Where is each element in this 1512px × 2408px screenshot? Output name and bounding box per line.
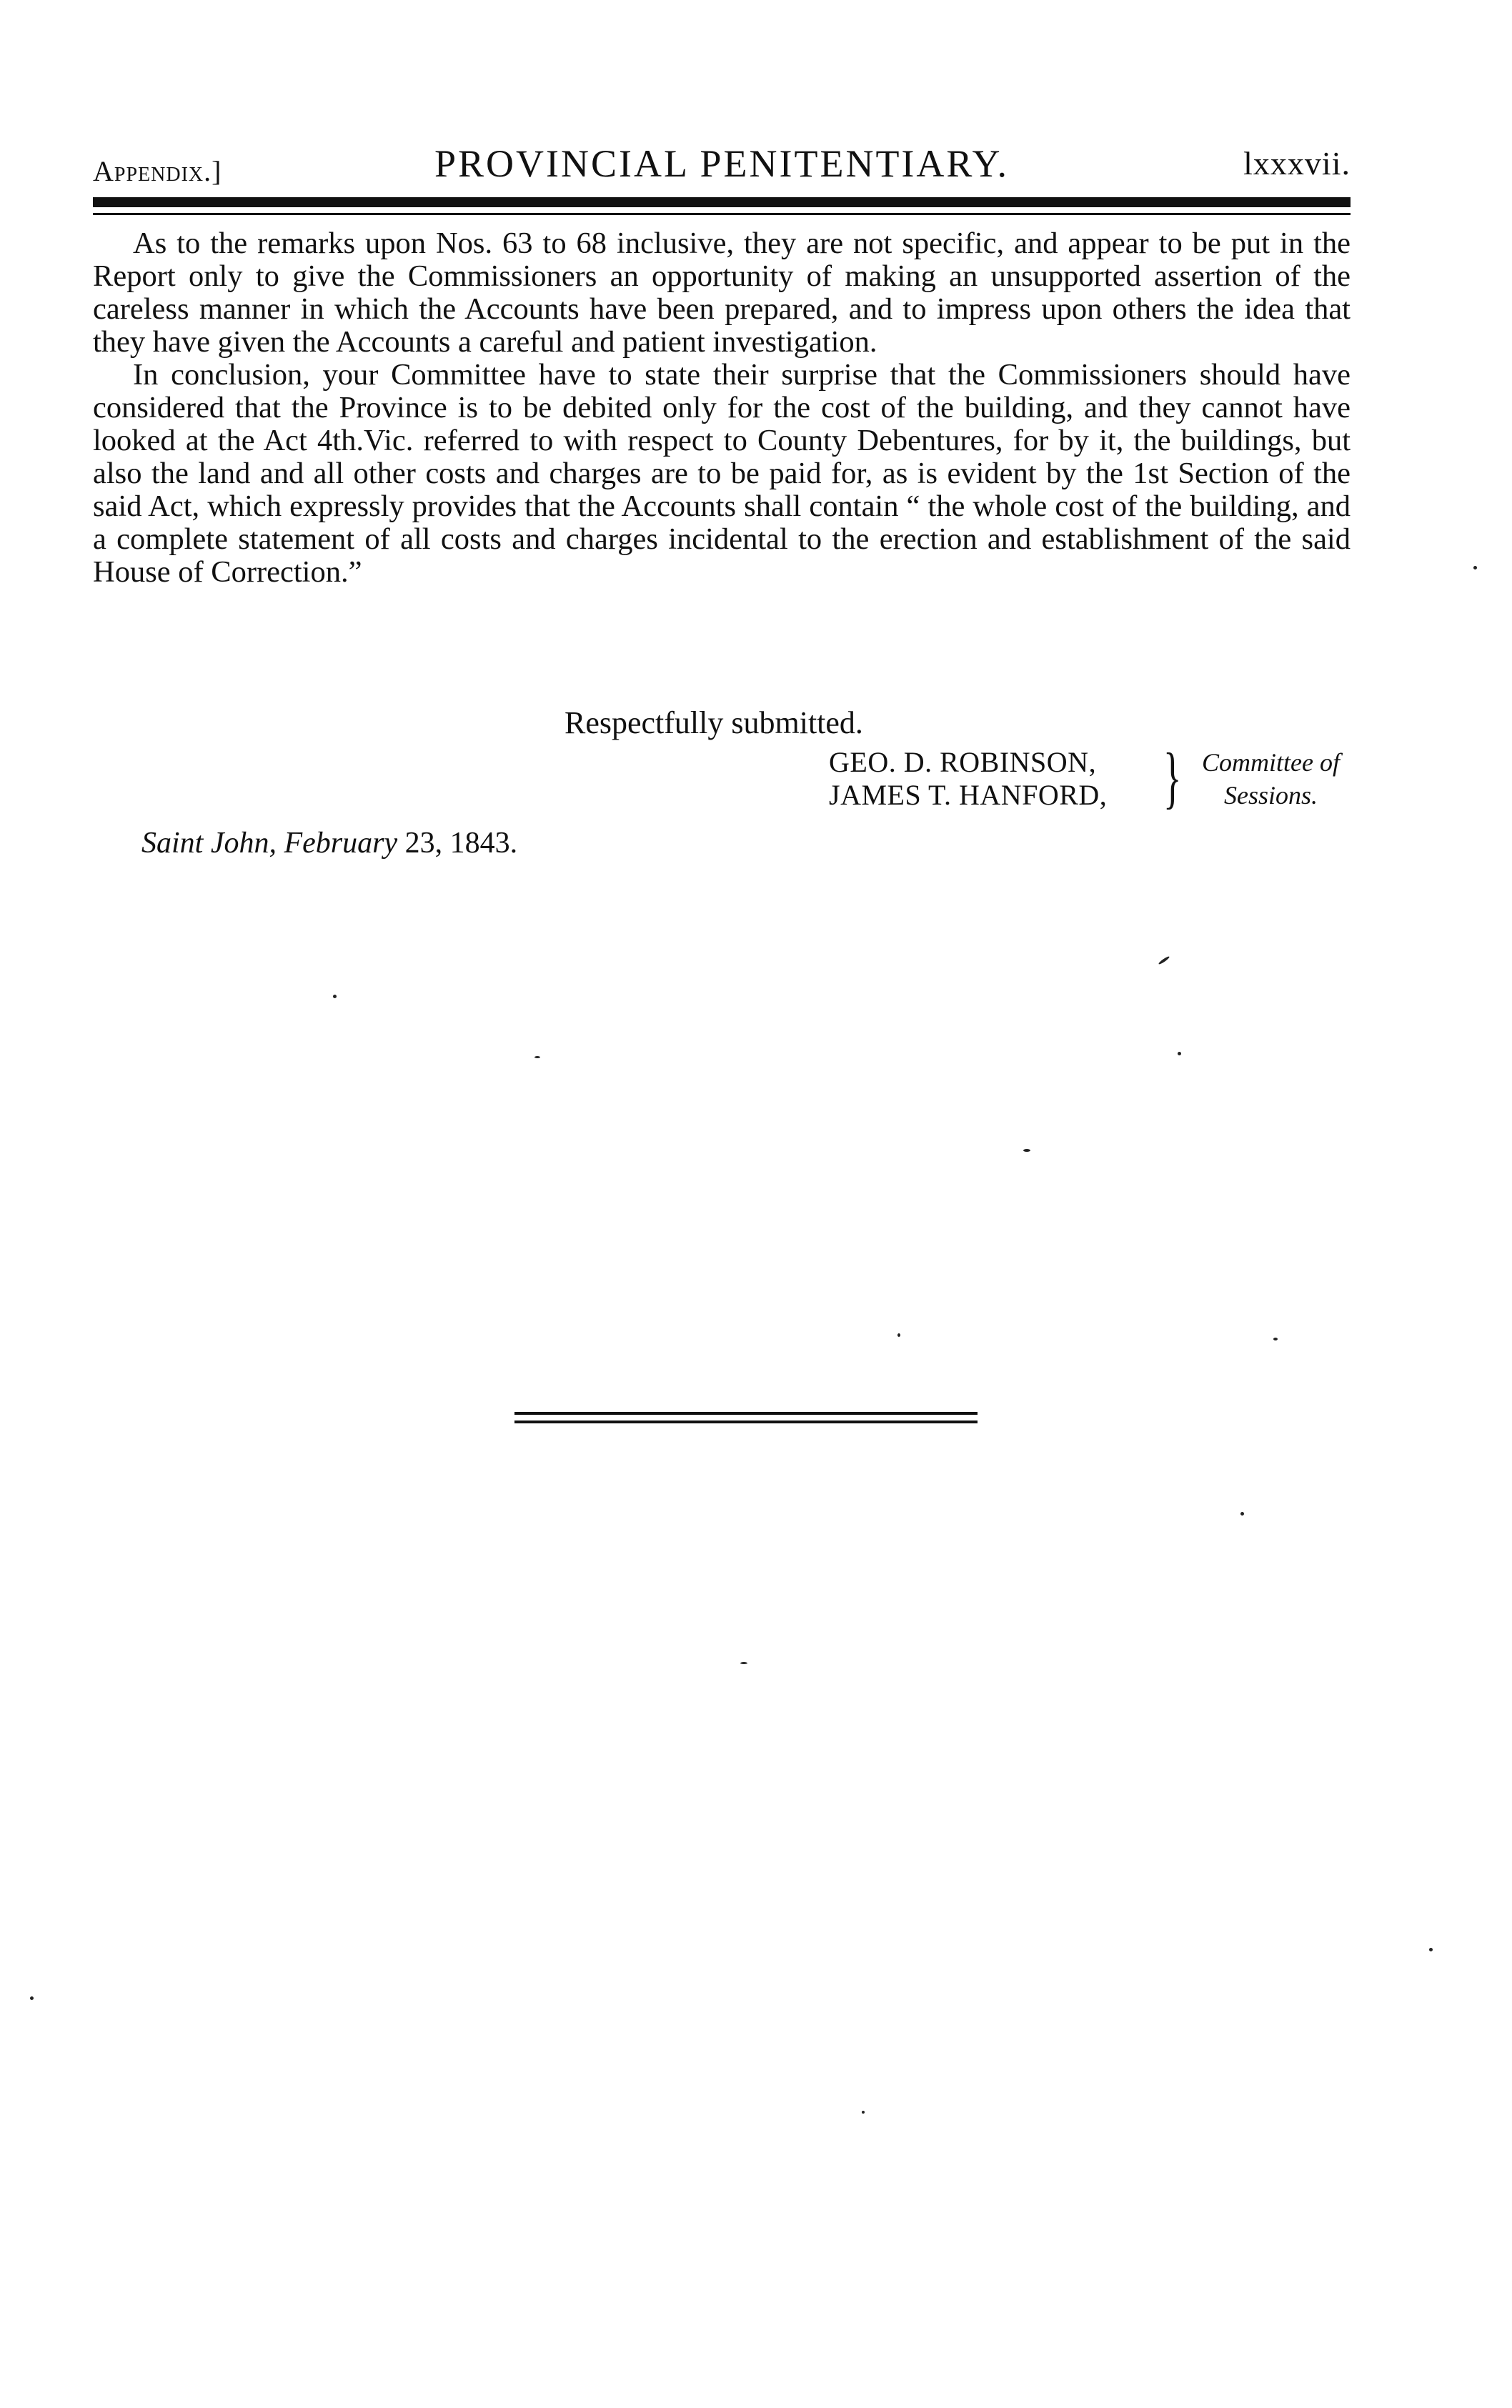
- signatories: [829, 746, 1107, 812]
- brace-icon: }: [1163, 739, 1182, 815]
- paragraph-conclusion: In conclusion, your Committee have to state their surprise that the Commissioners should have considered that the Province is to be debited only for the cost of the building, and they cannot have looked at the Act 4th.Vic. referred to with respect to County Debentures, for by it, the buildings, but also the land and all other costs and charges are to be paid for, as is evident by the 1st Section of the said Act, which expressly provides that the Accounts shall contain “ the whole cost of the building, and a complete statement of all costs and charges incidental to the erection and establishment of the said House of Correction.”: [93, 358, 1351, 589]
- scan-speck: [1178, 1052, 1181, 1055]
- scan-speck: [1158, 955, 1170, 965]
- scan-speck: [1473, 566, 1477, 569]
- scan-speck: [534, 1056, 540, 1058]
- header-page-number: lxxxvii.: [1243, 145, 1351, 181]
- scan-speck: [1240, 1512, 1244, 1516]
- scan-speck: [30, 1996, 34, 2000]
- committee-label: [1202, 746, 1340, 812]
- signoff: Respectfully submitted.: [564, 705, 863, 740]
- committee-line-1: Committee of: [1202, 748, 1340, 777]
- header-appendix-label: Appendix.]: [93, 155, 222, 187]
- closing-rule-top: [514, 1412, 978, 1415]
- header-running-title: PROVINCIAL PENITENTIARY.: [434, 142, 1009, 185]
- scan-speck: [1429, 1948, 1433, 1951]
- page-header: [93, 136, 1351, 193]
- header-rule-thin: [93, 213, 1351, 215]
- header-rule-thick: [93, 197, 1351, 207]
- signatory-hanford: JAMES T. HANFORD,: [829, 779, 1108, 811]
- scan-speck: [1023, 1149, 1030, 1152]
- scan-speck: [1273, 1338, 1278, 1340]
- dateline: [141, 826, 517, 860]
- closing-rule-bottom: [514, 1421, 978, 1423]
- signatory-robinson: GEO. D. ROBINSON,: [829, 746, 1097, 778]
- dateline-place-month: Saint John, February: [141, 827, 398, 860]
- scan-speck: [740, 1662, 747, 1664]
- paragraph-remarks: As to the remarks upon Nos. 63 to 68 inclusive, they are not specific, and appear to be put in the Report only to give the Commissioners an opportunity of making an unsupported assertion of the careless manner in which the Accounts have been prepared, and to impress upon others the idea that they have given the Accounts a careful and patient investigation.: [93, 227, 1351, 359]
- body-text: [93, 227, 1351, 589]
- dateline-day-year: 23, 1843.: [404, 827, 518, 860]
- scan-speck: [333, 995, 337, 998]
- scan-speck: [862, 2111, 865, 2114]
- scan-speck: [897, 1333, 900, 1337]
- committee-line-2: Sessions.: [1223, 781, 1318, 810]
